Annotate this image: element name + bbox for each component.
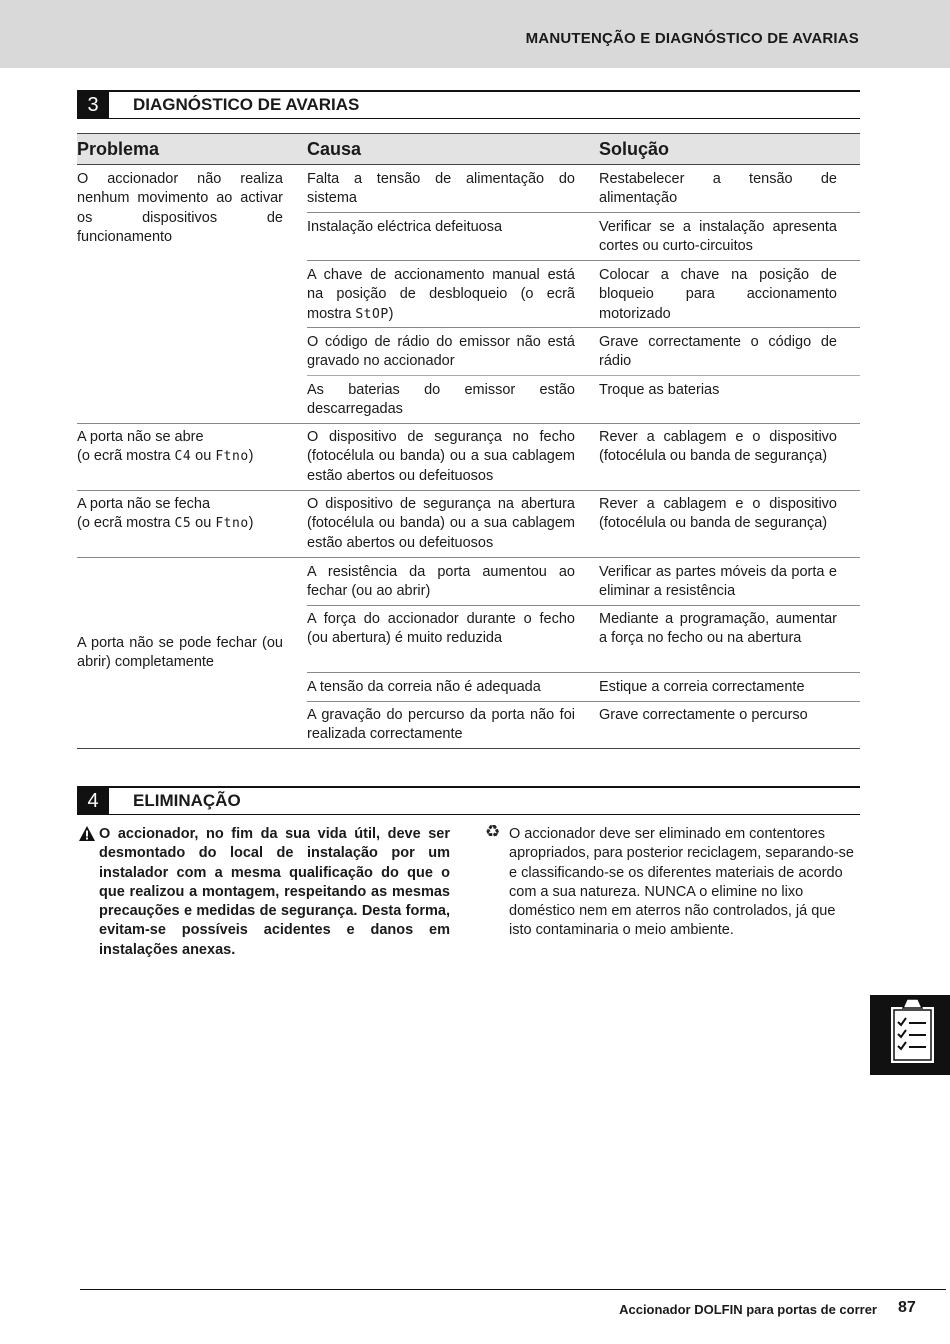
problem-cell-2 [77, 428, 292, 467]
row-divider [307, 327, 860, 328]
problem-2-display-or: ou [191, 448, 216, 465]
column-header-cause: Causa [307, 139, 362, 159]
page-header-bar [0, 0, 950, 68]
display-code-c5: C5 [174, 516, 192, 532]
side-tab [870, 995, 950, 1075]
table-header [77, 133, 860, 165]
solution-cell: Mediante a programação, aumentar a força no fecho ou na abertura [599, 611, 837, 647]
problem-2-display-prefix: (o ecrã mostra [77, 448, 175, 465]
solution-cell: Rever a cablagem e o dispositivo (fotocélula ou banda de segurança) [599, 496, 837, 532]
display-code-c4: C4 [174, 449, 192, 465]
solution-cell: Troque as baterias [599, 382, 720, 398]
problem-3-display-suffix: ) [248, 515, 254, 532]
row-divider [307, 672, 860, 673]
column-header-problem: Problema [77, 139, 160, 159]
row-divider [307, 375, 860, 376]
section-4-number: 4 [77, 788, 109, 814]
row-divider [77, 423, 860, 424]
row-divider [77, 490, 860, 491]
problem-cell-1: O accionador não realiza nenhum movimento ao activar os dispositivos de funcionamento [77, 171, 283, 245]
footer-rule [80, 1289, 946, 1290]
solution-cell: Estique a correia correctamente [599, 679, 805, 695]
cause-cell: A resistência da porta aumentou ao fechar (ou ao abrir) [307, 564, 575, 600]
row-divider [307, 260, 860, 261]
page-number: 87 [898, 1299, 916, 1316]
clipboard-checklist-icon [870, 995, 950, 1075]
cause-cell [307, 266, 575, 324]
disposal-recycle-text: O accionador deve ser eliminado em contentores apropriados, para posterior reciclagem, separando-se e classificando-se os diferentes materiais de acordo com a sua natureza. NUNCA o elimine no lixo doméstico nem em aterros não controlados, já que isto contaminaria o meio ambiente. [509, 826, 854, 939]
solution-cell: Verificar as partes móveis da porta e eliminar a resistência [599, 564, 837, 600]
solution-cell: Grave correctamente o código de rádio [599, 334, 837, 370]
problem-2-text: A porta não se abre [77, 429, 204, 445]
cause-text: A chave de accionamento manual está na posição de desbloqueio (o ecrã mostra [307, 267, 575, 322]
display-code-ftno: Ftno [215, 449, 249, 465]
cause-cell: O dispositivo de segurança na abertura (fotocélula ou banda) ou a sua cablagem estão abertos ou defeituosos [307, 496, 575, 551]
display-code-stop: StOP [355, 306, 389, 322]
problem-2-display-suffix: ) [248, 448, 254, 465]
cause-cell: O código de rádio do emissor não está gravado no accionador [307, 334, 575, 370]
section-4-heading [77, 786, 860, 815]
display-code-ftno: Ftno [215, 516, 249, 532]
row-divider [77, 557, 860, 558]
footer-title: Accionador DOLFIN para portas de correr [619, 1302, 877, 1317]
cause-cell: Falta a tensão de alimentação do sistema [307, 171, 575, 207]
disposal-warning-text: O accionador, no fim da sua vida útil, deve ser desmontado do local de instalação por um instalador com a mesma qualificação do que o que realizou a montagem, respeitando as mesmas precauções e medidas de segurança. Desta forma, evitam-se possíveis acidentes e danos em instalações anexas. [99, 826, 450, 958]
warning-triangle-icon [79, 826, 95, 841]
row-divider [307, 212, 860, 213]
solution-cell: Verificar se a instalação apresenta cortes ou curto-circuitos [599, 219, 837, 255]
cause-cell: A tensão da correia não é adequada [307, 679, 541, 695]
solution-cell: Grave correctamente o percurso [599, 707, 808, 723]
column-header-solution: Solução [599, 139, 670, 159]
section-3-heading [77, 90, 860, 119]
recycle-icon: ♻ [485, 822, 501, 841]
section-3-title: DIAGNÓSTICO DE AVARIAS [133, 95, 360, 114]
problem-cell-4: A porta não se pode fechar (ou abrir) completamente [77, 635, 283, 671]
section-4-title: ELIMINAÇÃO [133, 791, 241, 810]
cause-cell: A gravação do percurso da porta não foi realizada correctamente [307, 707, 575, 743]
cause-cell: O dispositivo de segurança no fecho (fotocélula ou banda) ou a sua cablagem estão abertos ou defeituosos [307, 429, 575, 484]
cause-text-end: ) [388, 305, 394, 322]
page-header-title: MANUTENÇÃO E DIAGNÓSTICO DE AVARIAS [525, 30, 859, 47]
cause-cell: A força do accionador durante o fecho (ou abertura) é muito reduzida [307, 611, 575, 647]
row-divider [307, 605, 860, 606]
problem-3-text: A porta não se fecha [77, 496, 211, 512]
cause-cell: As baterias do emissor estão descarregadas [307, 382, 575, 418]
cause-cell: Instalação eléctrica defeituosa [307, 219, 503, 235]
problem-3-display-or: ou [191, 515, 216, 532]
row-divider [307, 701, 860, 702]
solution-cell: Colocar a chave na posição de bloqueio para accionamento motorizado [599, 267, 837, 322]
solution-cell: Restabelecer a tensão de alimentação [599, 171, 837, 207]
problem-3-display-prefix: (o ecrã mostra [77, 515, 175, 532]
solution-cell: Rever a cablagem e o dispositivo (fotocélula ou banda de segurança) [599, 429, 837, 465]
section-3-number: 3 [77, 92, 109, 118]
problem-cell-3 [77, 495, 292, 534]
table-bottom-border [77, 748, 860, 749]
